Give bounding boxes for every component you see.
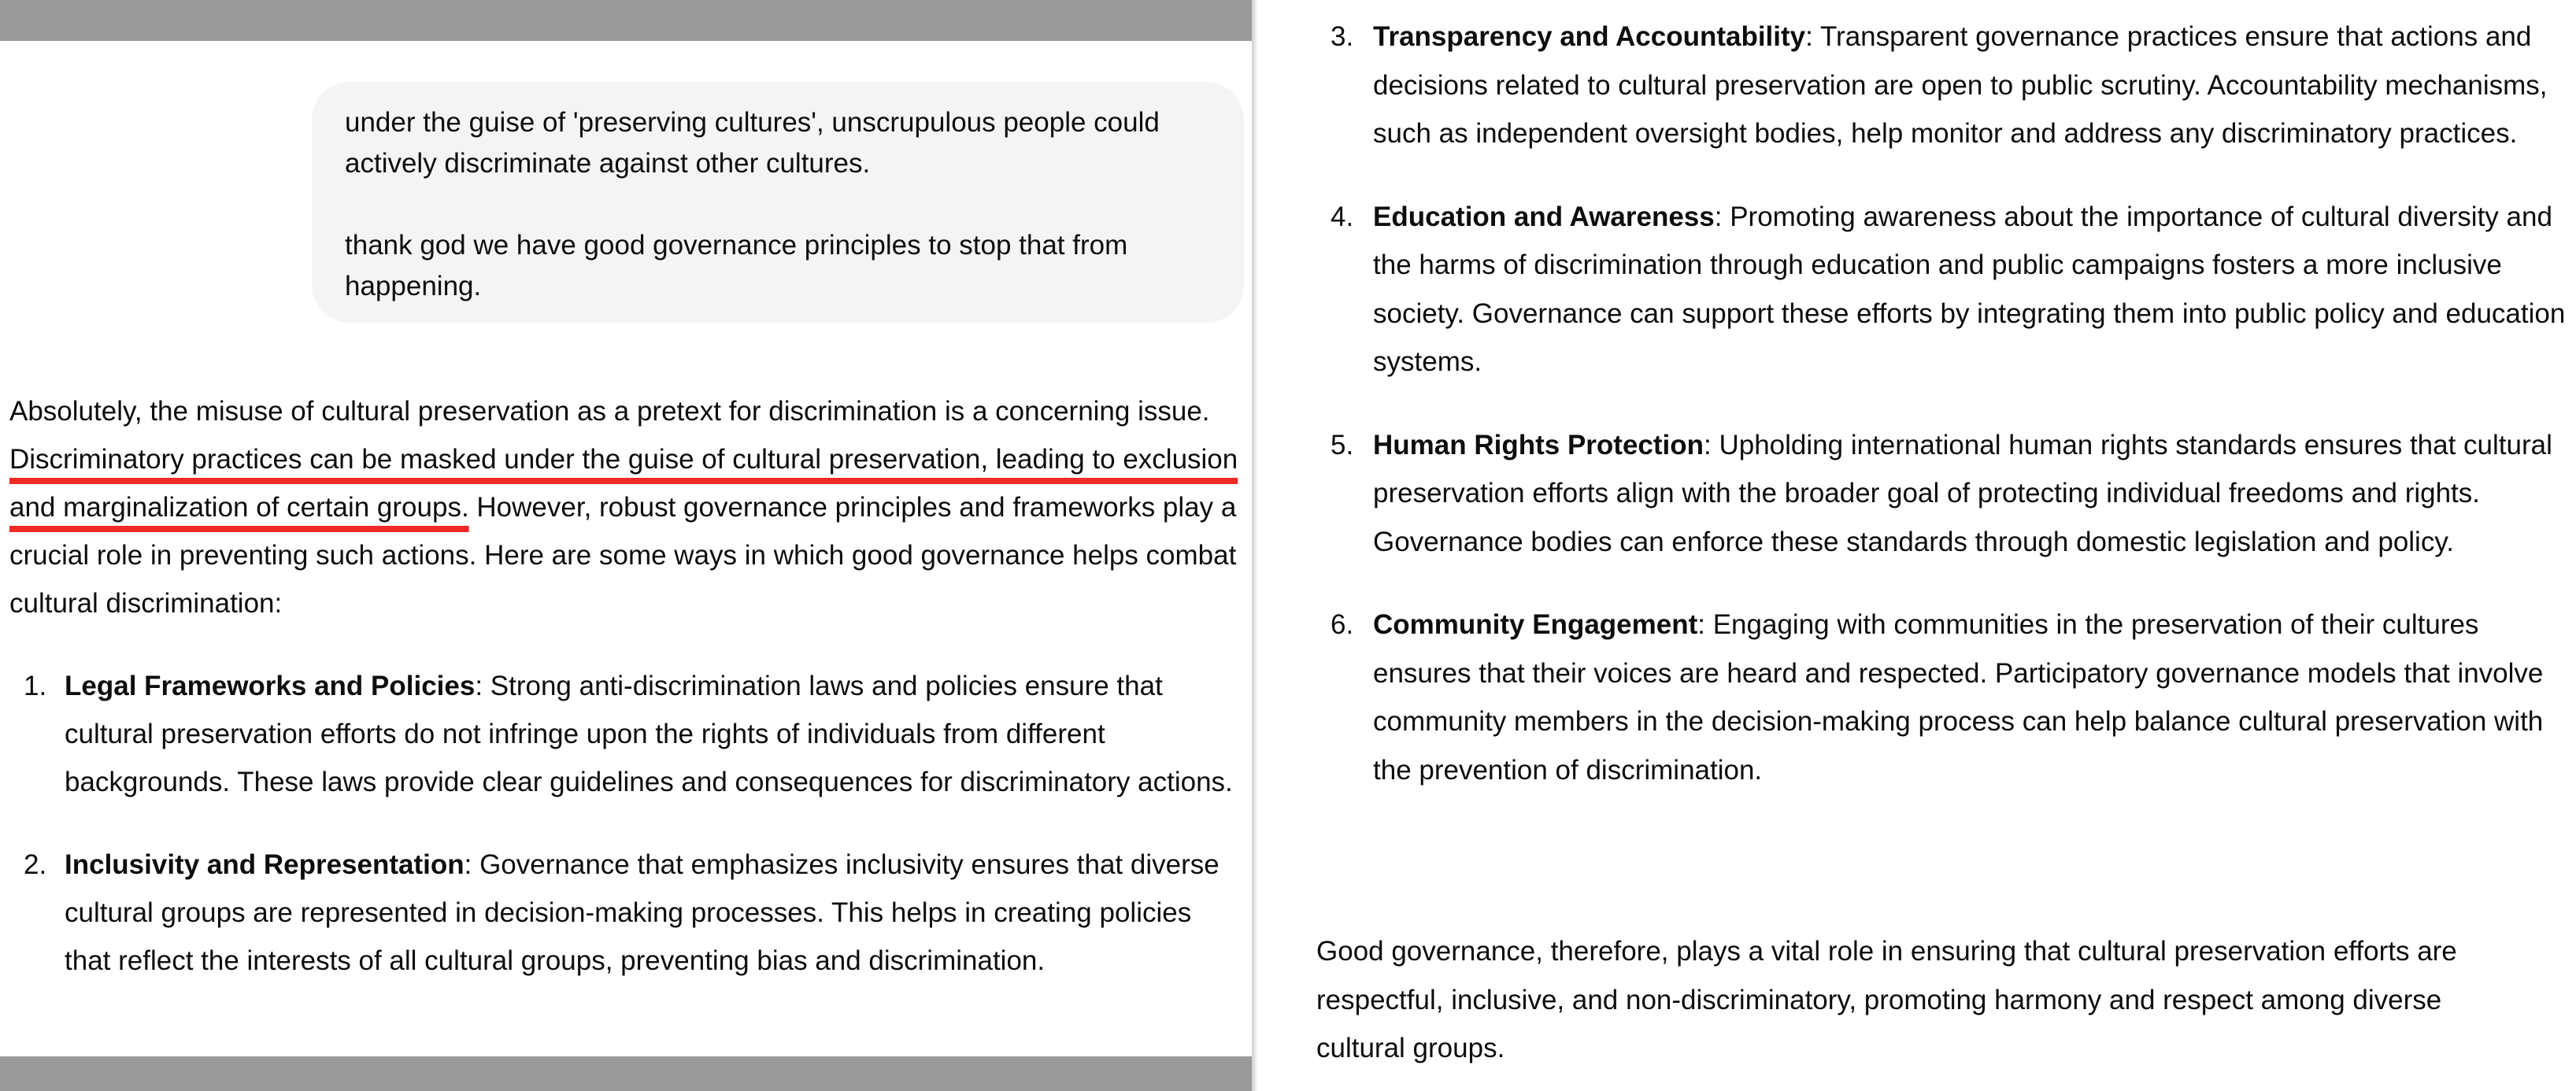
user-message-paragraph-2: thank god we have good governance principles to stop that from happening. — [345, 230, 1128, 301]
intro-text-start: Absolutely, the misuse of cultural preservation as a pretext for discrimination is a concerning issue. — [9, 396, 1210, 427]
left-screenshot-panel — [0, 0, 1252, 1091]
list-item-title: Legal Frameworks and Policies — [65, 671, 476, 701]
list-item-title: Transparency and Accountability — [1373, 21, 1806, 52]
intro-text-end: However, robust governance principles and frameworks play a crucial role in preventing such actions. Here are some ways in which good governance helps combat cultural discrimination: — [9, 492, 1237, 619]
list-item — [1316, 193, 2568, 386]
list-item-text: : Governance that emphasizes inclusivity ensures that diverse cultural groups are represented in decision-making processes. This helps in creating policies that reflect the interests of all cultural groups, preventing bias and discrimination. — [65, 849, 1220, 976]
list-item-text: : Promoting awareness about the importance of cultural diversity and the harms of discrimination through education and public campaigns fosters a more inclusive society. Governance can support these efforts by integrating them into public policy and education systems. — [1373, 201, 2566, 377]
assistant-message — [9, 387, 1242, 1019]
list-item — [9, 841, 1242, 985]
user-message-paragraph-1: under the guise of 'preserving cultures', unscrupulous people could actively discriminate against other cultures. — [345, 107, 1160, 179]
user-message-bubble — [312, 82, 1244, 323]
assistant-conclusion-paragraph: Good governance, therefore, plays a vital role in ensuring that cultural preservation efforts are respectful, inclusive, and non-discriminatory, promoting harmony and respect among diverse cultural groups. — [1316, 936, 2457, 1063]
list-item-text: : Strong anti-discrimination laws and policies ensure that cultural preservation efforts do not infringe upon the rights of individuals from different backgrounds. These laws provide clear guidelines and consequences for discriminatory actions. — [65, 671, 1233, 797]
list-item-title: Inclusivity and Representation — [65, 849, 464, 880]
list-item-text: : Upholding international human rights standards ensures that cultural preservation efforts align with the broader goal of protecting individual freedoms and rights. Governance bodies can enforce these standards through domestic legislation and policy. — [1373, 429, 2552, 557]
list-item-title: Community Engagement — [1373, 609, 1698, 640]
governance-list-part-1 — [9, 662, 1242, 985]
governance-list-part-2 — [1316, 13, 2568, 829]
list-item — [1316, 601, 2568, 794]
bottom-frame-bar — [0, 1056, 1252, 1091]
list-item-number: 3. — [1331, 21, 1354, 52]
list-item-number: 6. — [1331, 609, 1354, 640]
list-item-text: : Engaging with communities in the preservation of their cultures ensures that their voices are heard and respected. Participatory governance models that involve community members in the decision-making process can help balance cultural preservation with the prevention of discrimination. — [1373, 609, 2544, 786]
list-item-number: 2. — [24, 849, 47, 880]
list-item-number: 4. — [1331, 201, 1354, 232]
top-frame-bar — [0, 0, 1252, 41]
list-item — [1316, 421, 2568, 567]
list-item — [1316, 13, 2568, 158]
highlighted-sentence: Discriminatory practices can be masked under the guise of cultural preservation, leading to exclusion and marginalization of certain groups. — [9, 444, 1238, 523]
right-screenshot-panel — [1258, 0, 2576, 1091]
list-item-text: : Transparent governance practices ensure that actions and decisions related to cultural preservation are open to public scrutiny. Accountability mechanisms, such as independent oversight bodies, help monitor and address any discriminatory practices. — [1373, 21, 2548, 149]
list-item-title: Human Rights Protection — [1373, 429, 1704, 460]
list-item-number: 5. — [1331, 429, 1354, 460]
list-item-number: 1. — [24, 671, 47, 701]
list-item — [9, 662, 1242, 806]
list-item-title: Education and Awareness — [1373, 201, 1715, 232]
panel-divider — [1252, 0, 1258, 1091]
assistant-intro-paragraph — [9, 387, 1242, 627]
